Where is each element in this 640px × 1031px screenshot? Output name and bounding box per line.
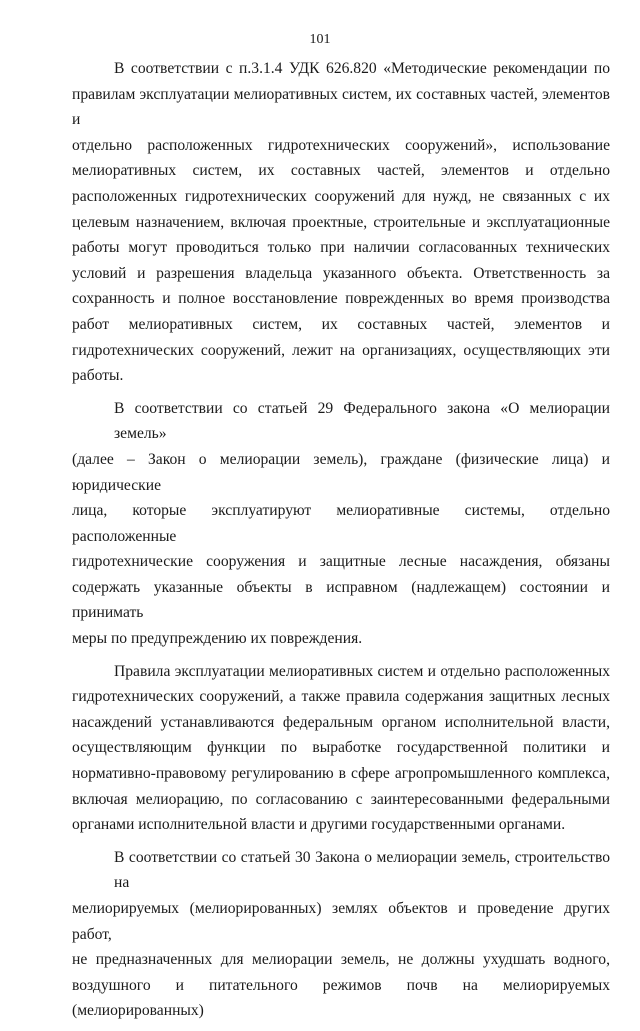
text-line: органами исполнительной власти и другими государственными органами. bbox=[72, 816, 566, 834]
text-line: работы могут проводиться только при наличии согласованных технических bbox=[72, 239, 610, 257]
text-line: гидротехнических сооружений, лежит на организациях, осуществляющих эти bbox=[72, 341, 610, 359]
text-line: включая мелиорацию, по согласованию с заинтересованными федеральными bbox=[72, 790, 610, 808]
text-line: отдельно расположенных гидротехнических сооружений», использование bbox=[72, 136, 610, 154]
text-line: нормативно-правовому регулированию в сфере агропромышленного комплекса, bbox=[72, 765, 610, 783]
text-line: В соответствии со статьей 29 Федерального закона «О мелиорации земель» bbox=[114, 399, 610, 443]
text-line: Правила эксплуатации мелиоративных систем и отдельно расположенных bbox=[114, 662, 610, 680]
paragraph-4 bbox=[72, 845, 610, 1024]
text-line: воздушного и питательного режимов почв на мелиорируемых (мелиорированных) bbox=[72, 976, 610, 1020]
text-line: работ мелиоративных систем, их составных частей, элементов и bbox=[72, 315, 610, 333]
text-line: гидротехнических сооружений, а также правила содержания защитных лесных bbox=[72, 688, 610, 706]
document-body bbox=[72, 56, 610, 1031]
paragraph-1 bbox=[72, 56, 610, 389]
text-line: В соответствии со статьей 30 Закона о мелиорации земель, строительство на bbox=[114, 848, 610, 892]
text-line: целевым назначением, включая проектные, строительные и эксплуатационные bbox=[72, 213, 610, 231]
text-line: не предназначенных для мелиорации земель, не должны ухудшать водного, bbox=[72, 951, 610, 969]
text-line: работы. bbox=[72, 367, 124, 385]
text-line: мелиоративных систем, их составных частей, элементов и отдельно bbox=[72, 162, 610, 180]
text-line: лица, которые эксплуатируют мелиоративные системы, отдельно расположенные bbox=[72, 502, 610, 545]
text-line: осуществляющим функции по выработке государственной политики и bbox=[72, 739, 610, 757]
paragraph-3 bbox=[72, 659, 610, 838]
text-line: расположенных гидротехнических сооружений для нужд, не связанных с их bbox=[72, 187, 610, 205]
text-line: меры по предупреждению их повреждения. bbox=[72, 630, 363, 648]
text-line: содержать указанные объекты в исправном (надлежащем) состоянии и принимать bbox=[72, 578, 610, 622]
text-line: В соответствии с п.3.1.4 УДК 626.820 «Методические рекомендации по bbox=[114, 60, 610, 77]
page-number: 101 bbox=[309, 32, 331, 47]
paragraph-2 bbox=[72, 396, 610, 652]
text-line: условий и разрешения владельца указанного объекта. Ответственность за bbox=[72, 264, 610, 282]
text-line: сохранность и полное восстановление поврежденных во время производства bbox=[72, 290, 610, 308]
text-line: гидротехнические сооружения и защитные лесные насаждения, обязаны bbox=[72, 553, 610, 571]
text-line: (далее – Закон о мелиорации земель), граждане (физические лица) и юридические bbox=[72, 450, 610, 494]
text-line: мелиорируемых (мелиорированных) землях объектов и проведение других работ, bbox=[72, 900, 610, 943]
text-line: насаждений устанавливаются федеральным органом исполнительной власти, bbox=[72, 713, 610, 731]
text-line: правилам эксплуатации мелиоративных систем, их составных частей, элементов и bbox=[72, 85, 610, 129]
